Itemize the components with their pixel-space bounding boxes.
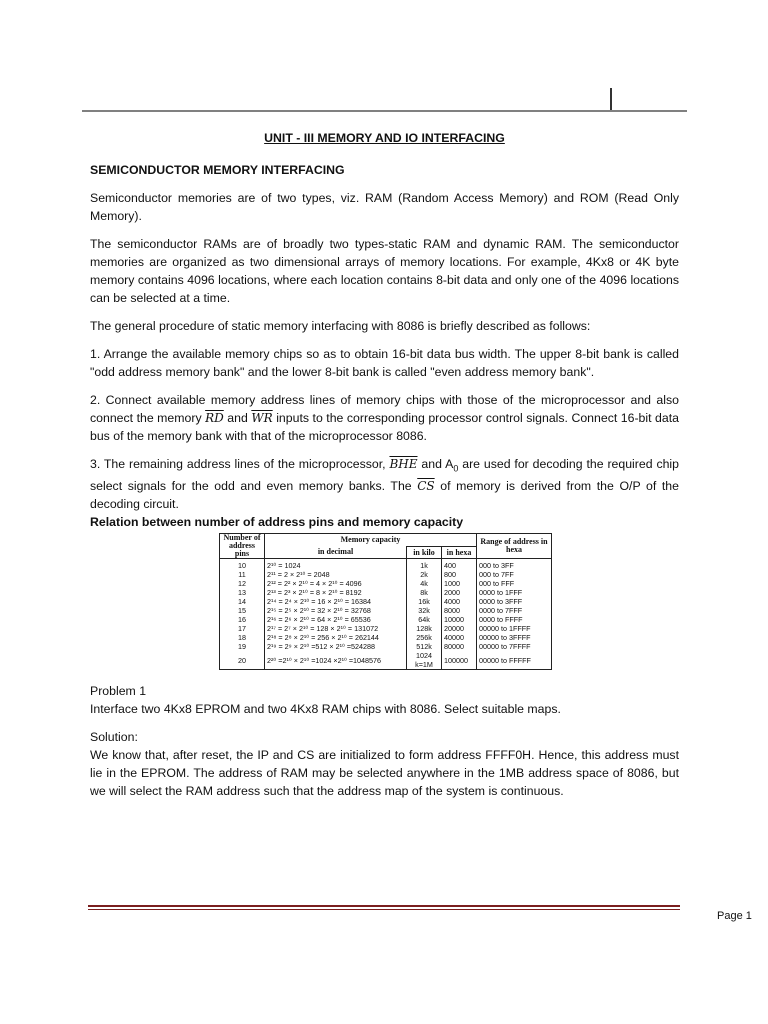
table-cell: 20: [220, 651, 265, 670]
table-cell: 4000: [442, 597, 477, 606]
table-cell: 1024 k=1M: [407, 651, 442, 670]
table-cell: 00000 to FFFFF: [477, 651, 552, 670]
table-cell: 800: [442, 570, 477, 579]
table-cell: 2¹⁴ = 2⁴ × 2¹⁰ = 16 × 2¹⁰ = 16384: [265, 597, 407, 606]
table-cell: 00000 to 3FFFF: [477, 633, 552, 642]
table-cell: 10000: [442, 615, 477, 624]
table-cell: 18: [220, 633, 265, 642]
col-capacity: Memory capacity: [265, 534, 477, 547]
table-cell: 2¹² = 2² × 2¹⁰ = 4 × 2¹⁰ = 4096: [265, 579, 407, 588]
table-cell: 64k: [407, 615, 442, 624]
table-cell: 8k: [407, 588, 442, 597]
problem-text: Interface two 4Kx8 EPROM and two 4Kx8 RAM chips with 8086. Select suitable maps.: [90, 702, 561, 717]
table-row: [220, 624, 552, 633]
table-cell: 16: [220, 615, 265, 624]
solution-text: We know that, after reset, the IP and CS are initialized to form address FFFF0H. Hence, this address must lie in the EPROM. The address of RAM may be selected anywhere in the 1MB address space of 8086, but we will select the RAM address such that the address map of the system is continuous.: [90, 748, 679, 799]
table-cell: 000 to 3FF: [477, 559, 552, 571]
table-row: [220, 588, 552, 597]
table-row: [220, 570, 552, 579]
table-cell: 00000 to 7FFFF: [477, 642, 552, 651]
col-hexa: in hexa: [442, 546, 477, 559]
header-rule: [82, 110, 687, 112]
table-cell: 2¹⁸ = 2⁸ × 2¹⁰ = 256 × 2¹⁰ = 262144: [265, 633, 407, 642]
table-cell: 0000 to 3FFF: [477, 597, 552, 606]
table-cell: 19: [220, 642, 265, 651]
rd-signal: $\overline{RD}$: [205, 411, 224, 425]
table-cell: 1k: [407, 559, 442, 571]
paragraph-step-2: 2. Connect available memory address lines of memory chips with those of the microprocessor and also connect the memory $\overline{RD}$ and $\overline{WR}$ inputs to the corresponding processor control signals. Connect 16-bit data bus of the memory bank with that of the microprocessor 8086.: [90, 393, 679, 443]
table-cell: 20000: [442, 624, 477, 633]
table-row: [220, 642, 552, 651]
problem-label: Problem 1: [90, 684, 147, 699]
table-cell: 2¹⁷ = 2⁷ × 2¹⁰ = 128 × 2¹⁰ = 131072: [265, 624, 407, 633]
col-range: Range of address in hexa: [477, 534, 552, 559]
bhe-signal: $\overline{BHE}$: [389, 457, 418, 471]
page-number: Page 1: [717, 910, 752, 922]
table-cell: 2¹⁵ = 2⁵ × 2¹⁰ = 32 × 2¹⁰ = 32768: [265, 606, 407, 615]
table-row: [220, 615, 552, 624]
footer-rule: [88, 905, 680, 907]
paragraph-memory-types: Semiconductor memories are of two types, viz. RAM (Random Access Memory) and ROM (Read Only Memory).: [90, 191, 679, 223]
table-cell: 4k: [407, 579, 442, 588]
paragraph-procedure-intro: The general procedure of static memory interfacing with 8086 is briefly described as follows:: [90, 319, 591, 333]
table-cell: 2²⁰ =2¹⁰ × 2¹⁰ =1024 ×2¹⁰ =1048576: [265, 651, 407, 670]
table-cell: 0000 to 1FFF: [477, 588, 552, 597]
table-cell: 11: [220, 570, 265, 579]
footer-rule-thin: [88, 909, 680, 910]
table-cell: 1000: [442, 579, 477, 588]
solution-label: Solution:: [90, 730, 138, 745]
table-cell: 000 to 7FF: [477, 570, 552, 579]
table-cell: 40000: [442, 633, 477, 642]
col-pins: Number of address pins: [220, 534, 265, 559]
table-cell: 8000: [442, 606, 477, 615]
table-row: [220, 651, 552, 670]
document-body: [90, 128, 679, 810]
table-cell: 128k: [407, 624, 442, 633]
table-cell: 00000 to 1FFFF: [477, 624, 552, 633]
table-cell: 14: [220, 597, 265, 606]
table-row: [220, 579, 552, 588]
table-cell: 2¹⁹ = 2⁹ × 2¹⁰ =512 × 2¹⁰ =524288: [265, 642, 407, 651]
cs-signal: $\overline{CS}$: [417, 479, 435, 494]
capacity-table-wrapper: [219, 533, 552, 670]
col-decimal: in decimal: [265, 546, 407, 559]
paragraph-ram-types: The semiconductor RAMs are of broadly two types-static RAM and dynamic RAM. The semiconductor memories are organized as two dimensional arrays of memory locations. For example, 4Kx8 or 4K byte memory contains 4096 locations, where each location contains 8-bit data and only one of the 4096 locations can be selected at a time.: [90, 237, 679, 305]
wr-signal: $\overline{WR}$: [251, 411, 273, 425]
table-cell: 000 to FFF: [477, 579, 552, 588]
table-cell: 16k: [407, 597, 442, 606]
table-cell: 17: [220, 624, 265, 633]
section-heading: SEMICONDUCTOR MEMORY INTERFACING: [90, 163, 345, 177]
table-cell: 0000 to 7FFF: [477, 606, 552, 615]
table-heading: Relation between number of address pins and memory capacity: [90, 515, 464, 530]
table-cell: 0000 to FFFF: [477, 615, 552, 624]
table-cell: 12: [220, 579, 265, 588]
table-cell: 512k: [407, 642, 442, 651]
col-kilo: in kilo: [407, 546, 442, 559]
table-row: [220, 559, 552, 571]
table-cell: 256k: [407, 633, 442, 642]
table-cell: 32k: [407, 606, 442, 615]
table-cell: 2¹⁶ = 2⁶ × 2¹⁰ = 64 × 2¹⁰ = 65536: [265, 615, 407, 624]
paragraph-step-1: 1. Arrange the available memory chips so as to obtain 16-bit data bus width. The upper 8-bit bank is called "odd address memory bank" and the lower 8-bit bank is called "even address memory bank".: [90, 347, 679, 379]
paragraph-step-3: 3. The remaining address lines of the microprocessor, $\overline{BHE}$ and $A_0$ are used for decoding the required chip select signals for the odd and even memory banks. The $\overline{CS}$ of memory is derived from the O/P of the decoding circuit.: [90, 457, 679, 512]
table-cell: 2¹³ = 2³ × 2¹⁰ = 8 × 2¹⁰ = 8192: [265, 588, 407, 597]
table-cell: 2000: [442, 588, 477, 597]
table-row: [220, 633, 552, 642]
page-title: UNIT - III MEMORY AND IO INTERFACING: [264, 131, 505, 145]
capacity-table: [219, 533, 552, 670]
table-cell: 15: [220, 606, 265, 615]
table-cell: 13: [220, 588, 265, 597]
table-cell: 10: [220, 559, 265, 571]
table-row: [220, 597, 552, 606]
table-row: [220, 606, 552, 615]
header-tick: [610, 88, 612, 110]
table-cell: 80000: [442, 642, 477, 651]
table-cell: 2k: [407, 570, 442, 579]
table-cell: 100000: [442, 651, 477, 670]
table-cell: 2¹¹ = 2 × 2¹⁰ = 2048: [265, 570, 407, 579]
table-cell: 400: [442, 559, 477, 571]
table-cell: 2¹⁰ = 1024: [265, 559, 407, 571]
